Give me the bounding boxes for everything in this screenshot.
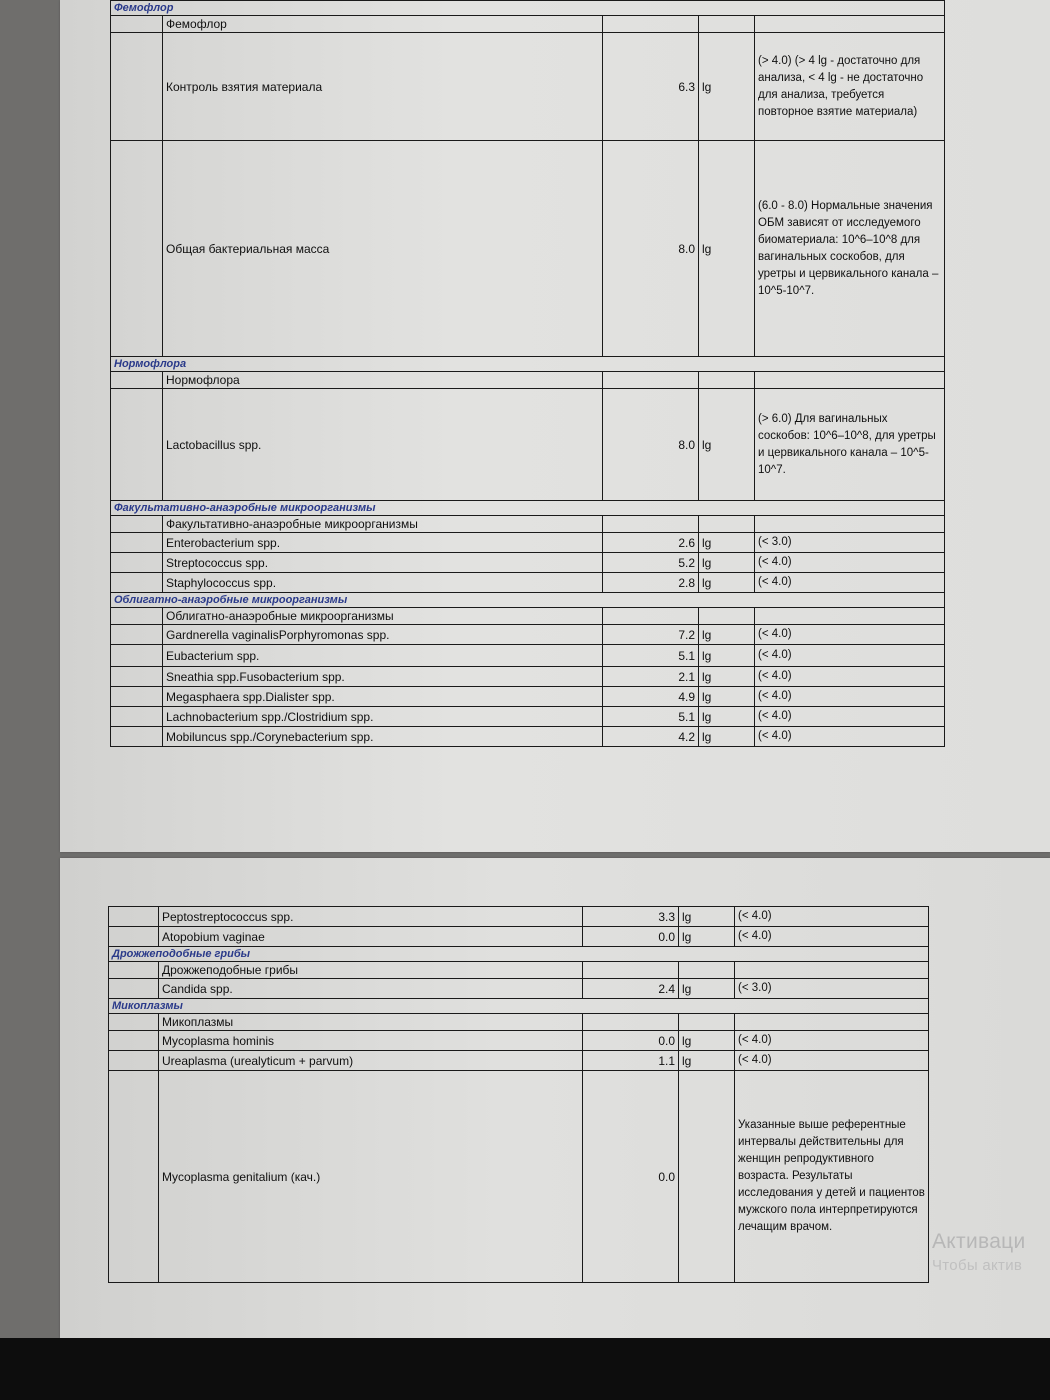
windows-activation-watermark: [932, 1228, 1026, 1276]
result-unit: lg: [699, 707, 755, 727]
result-value: 6.3: [603, 33, 699, 141]
reference-range: (6.0 - 8.0) Нормальные значения ОБМ зависят от исследуемого биоматериала: 10^6–10^8 для вагинальных соскобов, для уретры и цервикального канала – 10^5-10^7.: [755, 141, 945, 357]
group-title: Нормофлора: [163, 372, 603, 389]
indent-cell: [109, 979, 159, 999]
test-name: Mycoplasma hominis: [159, 1031, 583, 1051]
result-unit: lg: [679, 927, 735, 947]
group-header-row: [111, 372, 945, 389]
result-value: 0.0: [583, 1031, 679, 1051]
test-name: Контроль взятия материала: [163, 33, 603, 141]
section-header-row: [111, 357, 945, 372]
result-value: 5.1: [603, 645, 699, 667]
group-header-row: [111, 516, 945, 533]
result-row: [109, 1051, 929, 1071]
result-value: 2.4: [583, 979, 679, 999]
result-row: [111, 727, 945, 747]
result-unit: lg: [699, 141, 755, 357]
indent-cell: [111, 553, 163, 573]
result-row: [111, 707, 945, 727]
result-value: 4.2: [603, 727, 699, 747]
result-value: 0.0: [583, 1071, 679, 1283]
test-name: Gardnerella vaginalisPorphyromonas spp.: [163, 625, 603, 645]
indent-cell: [111, 372, 163, 389]
result-value: 8.0: [603, 389, 699, 501]
group-title: Микоплазмы: [159, 1014, 583, 1031]
reference-range: (< 4.0): [755, 687, 945, 707]
result-unit: lg: [679, 979, 735, 999]
indent-cell: [111, 687, 163, 707]
empty-cell: [699, 372, 755, 389]
result-unit: lg: [699, 625, 755, 645]
test-name: Megasphaera spp.Dialister spp.: [163, 687, 603, 707]
empty-cell: [679, 962, 735, 979]
result-row: [111, 687, 945, 707]
reference-range: (> 4.0) (> 4 lg - достаточно для анализа, < 4 lg - не достаточно для анализа, требуется повторное взятие материала): [755, 33, 945, 141]
result-unit: lg: [699, 553, 755, 573]
indent-cell: [109, 1031, 159, 1051]
reference-range: (< 4.0): [755, 707, 945, 727]
reference-range: (< 4.0): [755, 553, 945, 573]
indent-cell: [111, 533, 163, 553]
empty-cell: [603, 608, 699, 625]
result-row: [109, 907, 929, 927]
reference-range: (< 4.0): [755, 573, 945, 593]
result-row: [111, 533, 945, 553]
test-name: Peptostreptococcus spp.: [159, 907, 583, 927]
test-name: Mycoplasma genitalium (кач.): [159, 1071, 583, 1283]
indent-cell: [109, 907, 159, 927]
section-title: Фемофлор: [111, 1, 945, 16]
group-header-row: [109, 1014, 929, 1031]
group-title: Дрожжеподобные грибы: [159, 962, 583, 979]
section-title: Факультативно-анаэробные микроорганизмы: [111, 501, 945, 516]
result-value: 2.6: [603, 533, 699, 553]
result-value: 5.2: [603, 553, 699, 573]
section-title: Нормофлора: [111, 357, 945, 372]
result-row: [109, 979, 929, 999]
result-row: [109, 1031, 929, 1051]
empty-cell: [755, 608, 945, 625]
result-unit: lg: [699, 389, 755, 501]
empty-cell: [755, 516, 945, 533]
indent-cell: [111, 16, 163, 33]
result-unit: lg: [699, 645, 755, 667]
reference-range: (< 3.0): [735, 979, 929, 999]
results-table-part-1: [110, 0, 945, 747]
section-header-row: [111, 501, 945, 516]
reference-range: (< 4.0): [755, 667, 945, 687]
test-name: Eubacterium spp.: [163, 645, 603, 667]
indent-cell: [111, 389, 163, 501]
report-page-2: [60, 858, 1050, 1338]
indent-cell: [111, 625, 163, 645]
indent-cell: [111, 727, 163, 747]
reference-range: (< 4.0): [735, 1031, 929, 1051]
result-unit: lg: [699, 727, 755, 747]
watermark-line-2: Чтобы актив: [932, 1257, 1023, 1274]
result-value: 0.0: [583, 927, 679, 947]
empty-cell: [699, 516, 755, 533]
section-header-row: [111, 1, 945, 16]
result-row: [111, 33, 945, 141]
indent-cell: [111, 667, 163, 687]
section-header-row: [111, 593, 945, 608]
section-title: Дрожжеподобные грибы: [109, 947, 929, 962]
reference-range: (< 4.0): [755, 645, 945, 667]
result-value: 2.8: [603, 573, 699, 593]
result-row: [109, 927, 929, 947]
indent-cell: [109, 927, 159, 947]
empty-cell: [603, 516, 699, 533]
indent-cell: [109, 962, 159, 979]
result-value: 4.9: [603, 687, 699, 707]
empty-cell: [755, 372, 945, 389]
test-name: Sneathia spp.Fusobacterium spp.: [163, 667, 603, 687]
reference-range: (< 3.0): [755, 533, 945, 553]
empty-cell: [755, 16, 945, 33]
indent-cell: [109, 1051, 159, 1071]
result-unit: lg: [679, 1051, 735, 1071]
result-unit: lg: [679, 907, 735, 927]
report-page-1: [60, 0, 1050, 852]
test-name: Ureaplasma (urealyticum + parvum): [159, 1051, 583, 1071]
reference-range: Указанные выше референтные интервалы действительны для женщин репродуктивного возраста. Результаты исследования у детей и пациентов мужского пола интерпретируются лечащим врачом.: [735, 1071, 929, 1283]
result-unit: lg: [699, 687, 755, 707]
reference-range: (< 4.0): [735, 907, 929, 927]
reference-range: (< 4.0): [735, 927, 929, 947]
result-value: 8.0: [603, 141, 699, 357]
empty-cell: [699, 16, 755, 33]
empty-cell: [603, 16, 699, 33]
section-title: Микоплазмы: [109, 999, 929, 1014]
result-row: [111, 389, 945, 501]
result-value: 2.1: [603, 667, 699, 687]
result-value: 1.1: [583, 1051, 679, 1071]
results-table-part-2: [108, 906, 929, 1283]
result-row: [111, 645, 945, 667]
section-header-row: [109, 999, 929, 1014]
test-name: Atopobium vaginae: [159, 927, 583, 947]
test-name: Lactobacillus spp.: [163, 389, 603, 501]
test-name: Общая бактериальная масса: [163, 141, 603, 357]
result-row: [111, 667, 945, 687]
result-value: 7.2: [603, 625, 699, 645]
result-row: [111, 625, 945, 645]
empty-cell: [583, 962, 679, 979]
test-name: Enterobacterium spp.: [163, 533, 603, 553]
group-header-row: [111, 608, 945, 625]
empty-cell: [583, 1014, 679, 1031]
result-value: 5.1: [603, 707, 699, 727]
reference-range: (< 4.0): [735, 1051, 929, 1071]
indent-cell: [111, 573, 163, 593]
group-header-row: [109, 962, 929, 979]
empty-cell: [699, 608, 755, 625]
result-unit: lg: [699, 573, 755, 593]
reference-range: (< 4.0): [755, 727, 945, 747]
watermark-line-1: Активаци: [932, 1230, 1026, 1253]
indent-cell: [111, 516, 163, 533]
empty-cell: [735, 962, 929, 979]
empty-cell: [735, 1014, 929, 1031]
monitor-bezel: [0, 1338, 1050, 1400]
indent-cell: [111, 645, 163, 667]
indent-cell: [109, 1071, 159, 1283]
section-header-row: [109, 947, 929, 962]
result-row: [111, 553, 945, 573]
test-name: Streptococcus spp.: [163, 553, 603, 573]
result-unit: lg: [699, 533, 755, 553]
result-row: [111, 573, 945, 593]
empty-cell: [603, 372, 699, 389]
test-name: Candida spp.: [159, 979, 583, 999]
reference-range: (> 6.0) Для вагинальных соскобов: 10^6–10^8, для уретры и цервикального канала – 10^5-10^7.: [755, 389, 945, 501]
indent-cell: [111, 33, 163, 141]
reference-range: (< 4.0): [755, 625, 945, 645]
group-title: Облигатно-анаэробные микроорганизмы: [163, 608, 603, 625]
result-row: [111, 141, 945, 357]
empty-cell: [679, 1014, 735, 1031]
indent-cell: [111, 608, 163, 625]
group-header-row: [111, 16, 945, 33]
result-unit: [679, 1071, 735, 1283]
indent-cell: [111, 141, 163, 357]
test-name: Lachnobacterium spp./Clostridium spp.: [163, 707, 603, 727]
result-value: 3.3: [583, 907, 679, 927]
group-title: Факультативно-анаэробные микроорганизмы: [163, 516, 603, 533]
result-unit: lg: [679, 1031, 735, 1051]
test-name: Mobiluncus spp./Corynebacterium spp.: [163, 727, 603, 747]
result-unit: lg: [699, 33, 755, 141]
indent-cell: [109, 1014, 159, 1031]
test-name: Staphylococcus spp.: [163, 573, 603, 593]
indent-cell: [111, 707, 163, 727]
section-title: Облигатно-анаэробные микроорганизмы: [111, 593, 945, 608]
group-title: Фемофлор: [163, 16, 603, 33]
result-row: [109, 1071, 929, 1283]
result-unit: lg: [699, 667, 755, 687]
